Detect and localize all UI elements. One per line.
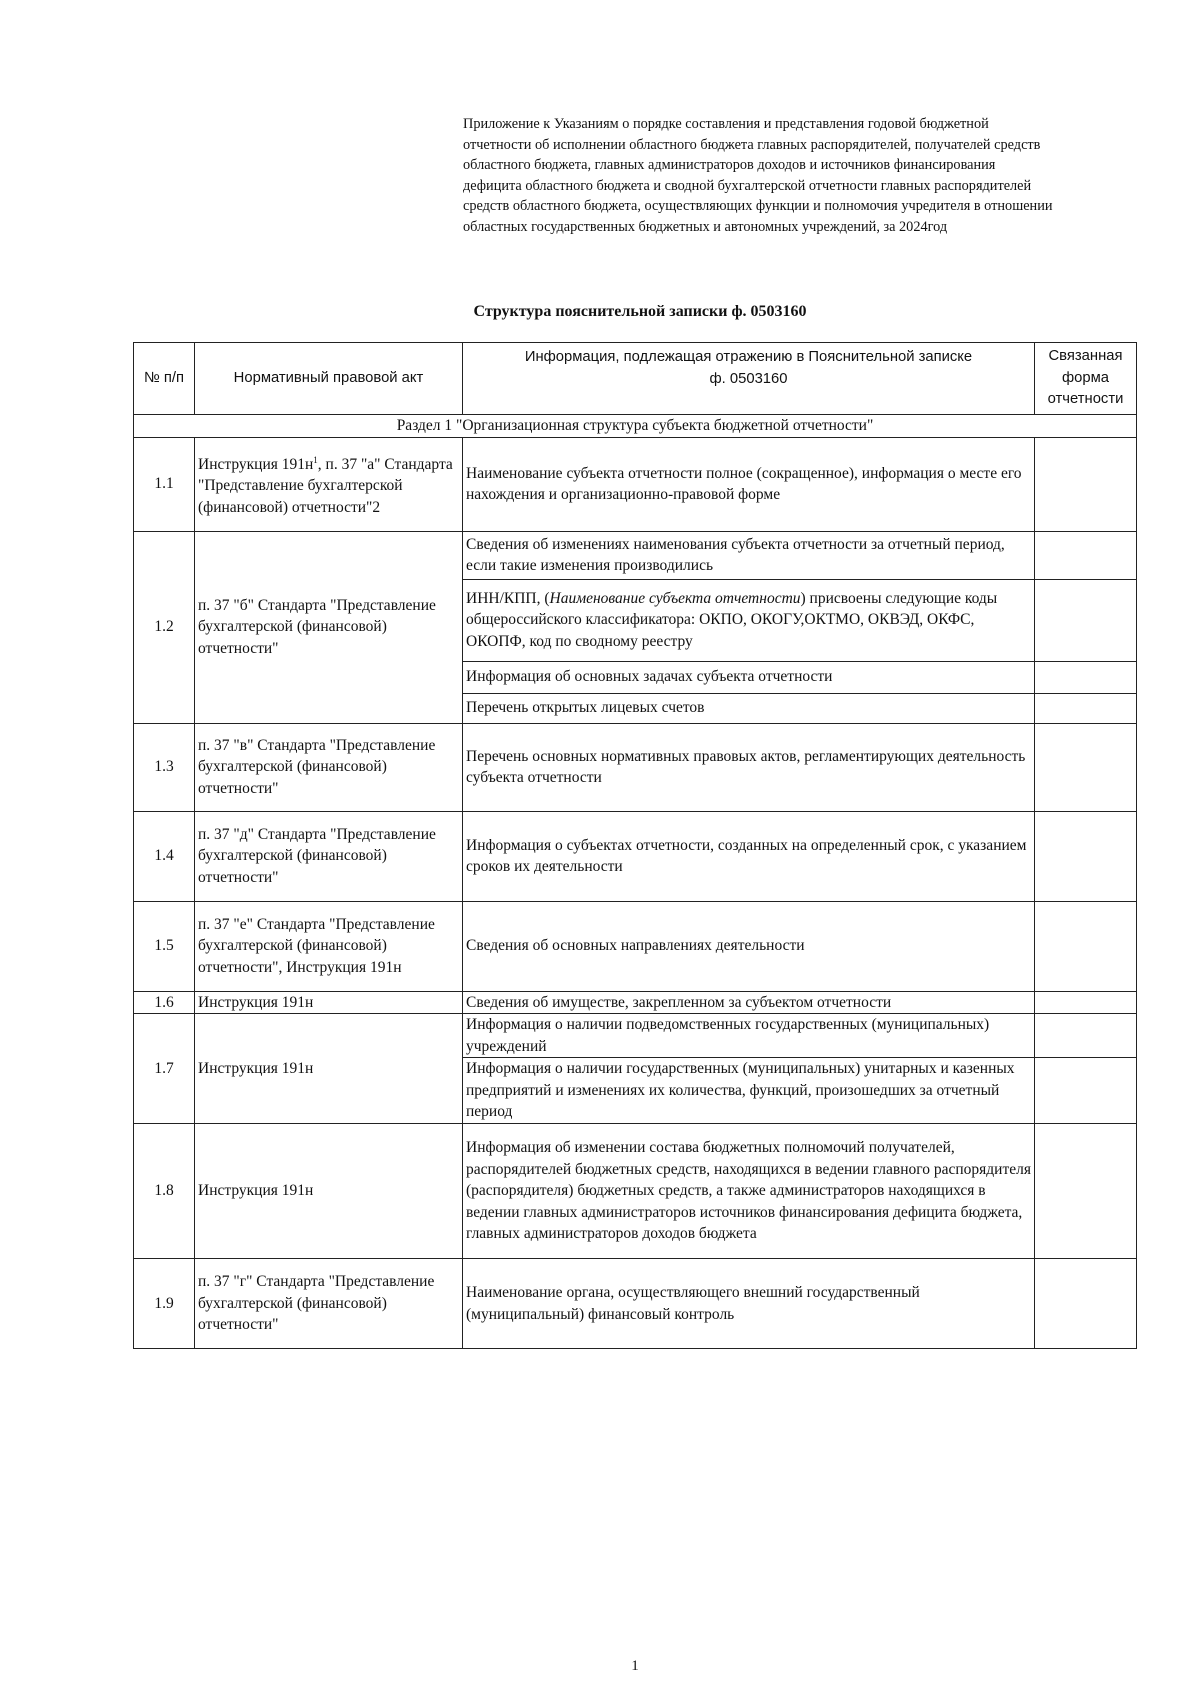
header-info-line2: ф. 0503160 xyxy=(709,370,788,387)
page-number: 1 xyxy=(631,1658,639,1674)
row-form xyxy=(1035,661,1137,693)
row-act: п. 37 "е" Стандарта "Представление бухгалтерской (финансовой) отчетности", Инструкция 191н xyxy=(195,901,463,991)
header-form-line3: отчетности xyxy=(1047,391,1124,408)
row-act: п. 37 "г" Стандарта "Представление бухгалтерской (финансовой) отчетности" xyxy=(195,1259,463,1349)
row-form xyxy=(1035,723,1137,811)
row-form xyxy=(1035,531,1137,579)
row-num: 1.9 xyxy=(134,1259,195,1349)
table-row xyxy=(134,901,1137,991)
row-info-italic: Наименование субъекта отчетности xyxy=(549,589,801,607)
row-info: Наименование органа, осуществляющего внешний государственный (муниципальный) финансовый контроль xyxy=(463,1259,1035,1349)
row-form xyxy=(1035,811,1137,901)
row-act: Инструкция 191н xyxy=(195,1124,463,1259)
row-form xyxy=(1035,1259,1137,1349)
row-info: Наименование субъекта отчетности полное (сокращенное), информация о месте его нахождения и организационно-правовой форме xyxy=(463,437,1035,531)
table-row xyxy=(134,1259,1137,1349)
row-info: Информация об изменении состава бюджетных полномочий получателей, распорядителей бюджетных средств, находящихся в ведении главного распорядителя (распорядителя) бюджетных средств, а также администраторов находящихся в ведении главных администраторов источников финансирования дефицита бюджета, главных администраторов доходов бюджета xyxy=(463,1124,1035,1259)
appendix-line: отчетности об исполнении областного бюджета главных распорядителей, получателей средств xyxy=(463,136,1041,153)
row-info: Сведения об имуществе, закрепленном за субъектом отчетности xyxy=(463,991,1035,1014)
header-form xyxy=(1035,343,1137,415)
row-num: 1.4 xyxy=(134,811,195,901)
row-form xyxy=(1035,901,1137,991)
row-act xyxy=(195,437,463,531)
section-title: Раздел 1 "Организационная структура субъекта бюджетной отчетности" xyxy=(134,415,1137,438)
row-num: 1.2 xyxy=(134,531,195,723)
row-info: Сведения об изменениях наименования субъекта отчетности за отчетный период, если такие изменения производились xyxy=(463,531,1035,579)
row-num: 1.3 xyxy=(134,723,195,811)
table-row xyxy=(134,531,1137,579)
row-info: Перечень основных нормативных правовых актов, регламентирующих деятельность субъекта отчетности xyxy=(463,723,1035,811)
row-form xyxy=(1035,991,1137,1014)
row-act: Инструкция 191н xyxy=(195,991,463,1014)
row-num: 1.6 xyxy=(134,991,195,1014)
footnote-mark: 1 xyxy=(313,454,318,465)
table-row xyxy=(134,991,1137,1014)
row-num: 1.1 xyxy=(134,437,195,531)
row-act: Инструкция 191н xyxy=(195,1014,463,1124)
appendix-line: Приложение к Указаниям о порядке составления и представления годовой бюджетной xyxy=(463,116,989,132)
row-act: п. 37 "д" Стандарта "Представление бухгалтерской (финансовой) отчетности" xyxy=(195,811,463,901)
header-form-line1: Связанная xyxy=(1048,348,1123,365)
header-info xyxy=(463,343,1035,415)
row-form xyxy=(1035,437,1137,531)
row-info: Информация о наличии государственных (муниципальных) унитарных и казенных предприятий и изменениях их количества, функций, произошедших за отчетный период xyxy=(463,1058,1035,1124)
table-row xyxy=(134,437,1137,531)
row-form xyxy=(1035,693,1137,723)
row-act-text: , п. 37 "а" Стандарта "Представление бухгалтерской (финансовой) отчетности"2 xyxy=(198,455,453,516)
row-form xyxy=(1035,1058,1137,1124)
header-info-line1: Информация, подлежащая отражению в Пояснительной записке xyxy=(524,349,973,365)
appendix-line: средств областного бюджета, осуществляющих функции и полномочия учредителя в отношении xyxy=(463,198,1053,214)
table-header-row xyxy=(134,343,1137,415)
row-info: Информация о субъектах отчетности, созданных на определенный срок, с указанием сроков их деятельности xyxy=(463,811,1035,901)
row-act: п. 37 "б" Стандарта "Представление бухгалтерской (финансовой) отчетности" xyxy=(195,531,463,723)
row-info: Информация о наличии подведомственных государственных (муниципальных) учреждений xyxy=(463,1014,1035,1058)
row-info xyxy=(463,579,1035,661)
table-row xyxy=(134,811,1137,901)
appendix-line: областного бюджета, главных администраторов доходов и источников финансирования xyxy=(463,157,996,173)
row-act: п. 37 "в" Стандарта "Представление бухгалтерской (финансовой) отчетности" xyxy=(195,723,463,811)
row-form xyxy=(1035,579,1137,661)
row-form xyxy=(1035,1014,1137,1058)
row-info-text: ) присвоены следующие коды общероссийского классификатора: ОКПО, ОКОГУ,ОКТМО, ОКВЭД, ОКФС, ОКОПФ, код по сводному реестру xyxy=(466,589,998,650)
appendix-note xyxy=(463,114,1153,237)
appendix-line: областных государственных бюджетных и автономных учреждений, за 2024год xyxy=(463,218,948,235)
document-title: Структура пояснительной записки ф. 0503160 xyxy=(473,303,807,320)
row-info: Информация об основных задачах субъекта отчетности xyxy=(463,661,1035,693)
table-row xyxy=(134,723,1137,811)
row-num: 1.5 xyxy=(134,901,195,991)
header-form-line2: форма xyxy=(1061,369,1110,386)
row-info: Перечень открытых лицевых счетов xyxy=(463,693,1035,723)
table-row xyxy=(134,1124,1137,1259)
row-num: 1.8 xyxy=(134,1124,195,1259)
row-num: 1.7 xyxy=(134,1014,195,1124)
structure-table xyxy=(133,342,1137,1349)
appendix-line: дефицита областного бюджета и сводной бухгалтерской отчетности главных распорядителей xyxy=(463,177,1032,194)
row-form xyxy=(1035,1124,1137,1259)
header-num: № п/п xyxy=(134,343,195,415)
header-act: Нормативный правовой акт xyxy=(195,343,463,415)
table-row xyxy=(134,1014,1137,1058)
section-row xyxy=(134,415,1137,438)
row-info-text: ИНН/КПП, ( xyxy=(466,589,550,607)
row-act-text: Инструкция 191н xyxy=(198,455,314,473)
row-info: Сведения об основных направлениях деятельности xyxy=(463,901,1035,991)
